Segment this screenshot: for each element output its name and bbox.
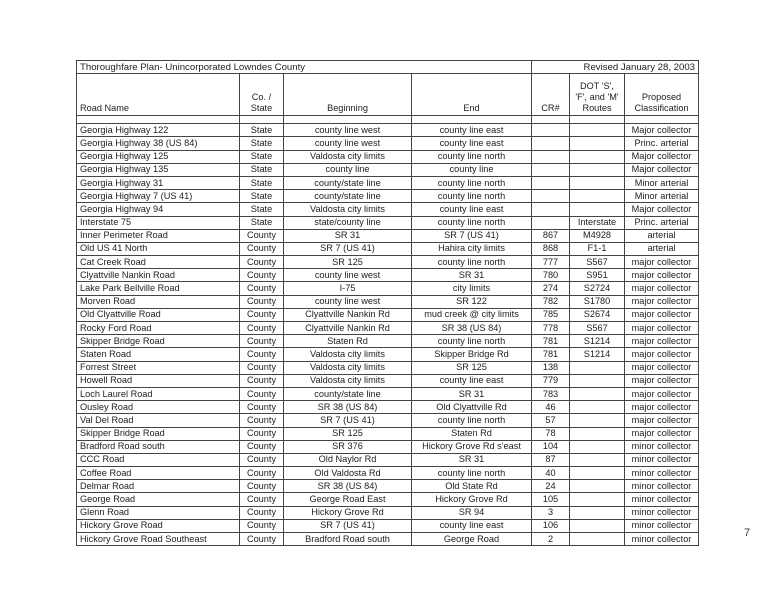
cell-dot-route — [570, 401, 625, 414]
cell-cr: 777 — [532, 256, 570, 269]
cell-classification: major collector — [625, 282, 699, 295]
cell-cr — [532, 137, 570, 150]
cell-dot-route — [570, 506, 625, 519]
cell-cr — [532, 216, 570, 229]
cell-classification: Major collector — [625, 203, 699, 216]
cell-road-name: Skipper Bridge Road — [77, 427, 240, 440]
cell-cr: 57 — [532, 414, 570, 427]
table-row — [77, 137, 699, 150]
cell-classification: major collector — [625, 308, 699, 321]
cell-co-state: State — [240, 176, 284, 189]
cell-beginning: Clyattville Nankin Rd — [284, 322, 412, 335]
cell-dot-route — [570, 176, 625, 189]
cell-end: county line east — [412, 519, 532, 532]
cell-road-name: Morven Road — [77, 295, 240, 308]
cell-dot-route — [570, 467, 625, 480]
cell-cr: 780 — [532, 269, 570, 282]
cell-end: county line north — [412, 216, 532, 229]
cell-cr — [532, 190, 570, 203]
cell-end: Hickory Grove Rd s'east — [412, 440, 532, 453]
cell-cr: 867 — [532, 229, 570, 242]
table-row — [77, 440, 699, 453]
cell-cr — [532, 124, 570, 137]
cell-co-state: County — [240, 467, 284, 480]
cell-co-state: County — [240, 533, 284, 546]
table-row — [77, 322, 699, 335]
table-row — [77, 124, 699, 137]
cell-end: SR 31 — [412, 387, 532, 400]
table-row — [77, 414, 699, 427]
table-row — [77, 256, 699, 269]
header-row — [77, 74, 699, 116]
header-road-name: Road Name — [77, 74, 240, 116]
cell-beginning: state/county line — [284, 216, 412, 229]
cell-co-state: County — [240, 269, 284, 282]
cell-beginning: Hickory Grove Rd — [284, 506, 412, 519]
cell-beginning: Valdosta city limits — [284, 374, 412, 387]
cell-end: county line north — [412, 256, 532, 269]
table-row — [77, 467, 699, 480]
cell-classification: Minor arterial — [625, 190, 699, 203]
cell-road-name: Forrest Street — [77, 361, 240, 374]
cell-cr: 138 — [532, 361, 570, 374]
cell-end: Hahira city limits — [412, 242, 532, 255]
cell-dot-route — [570, 387, 625, 400]
table-row — [77, 203, 699, 216]
cell-road-name: Old Clyattville Road — [77, 308, 240, 321]
cell-classification: major collector — [625, 335, 699, 348]
cell-cr — [532, 163, 570, 176]
revision-date: Revised January 28, 2003 — [532, 61, 699, 74]
cell-road-name: CCC Road — [77, 453, 240, 466]
cell-cr: 78 — [532, 427, 570, 440]
cell-co-state: County — [240, 493, 284, 506]
cell-dot-route — [570, 203, 625, 216]
cell-dot-route: S1780 — [570, 295, 625, 308]
table-row — [77, 308, 699, 321]
cell-beginning: Valdosta city limits — [284, 150, 412, 163]
cell-co-state: County — [240, 335, 284, 348]
cell-beginning: Valdosta city limits — [284, 203, 412, 216]
cell-end: mud creek @ city limits — [412, 308, 532, 321]
cell-classification: minor collector — [625, 453, 699, 466]
cell-end: SR 38 (US 84) — [412, 322, 532, 335]
cell-beginning: George Road East — [284, 493, 412, 506]
cell-road-name: Georgia Highway 122 — [77, 124, 240, 137]
header-cr: CR# — [532, 74, 570, 116]
cell-classification: Major collector — [625, 163, 699, 176]
cell-end: SR 94 — [412, 506, 532, 519]
cell-road-name: Georgia Highway 7 (US 41) — [77, 190, 240, 203]
cell-co-state: County — [240, 348, 284, 361]
cell-road-name: Glenn Road — [77, 506, 240, 519]
cell-dot-route — [570, 440, 625, 453]
cell-co-state: State — [240, 150, 284, 163]
cell-cr: 46 — [532, 401, 570, 414]
table-row — [77, 480, 699, 493]
cell-dot-route: S567 — [570, 256, 625, 269]
table-row — [77, 506, 699, 519]
cell-road-name: Georgia Highway 31 — [77, 176, 240, 189]
cell-end: Staten Rd — [412, 427, 532, 440]
cell-dot-route — [570, 493, 625, 506]
table-row — [77, 453, 699, 466]
cell-cr — [532, 203, 570, 216]
cell-beginning: SR 38 (US 84) — [284, 401, 412, 414]
cell-classification: Minor arterial — [625, 176, 699, 189]
cell-dot-route: Interstate — [570, 216, 625, 229]
cell-classification: Major collector — [625, 124, 699, 137]
cell-road-name: Georgia Highway 125 — [77, 150, 240, 163]
table-row — [77, 361, 699, 374]
cell-beginning: county/state line — [284, 190, 412, 203]
cell-co-state: County — [240, 361, 284, 374]
cell-cr: 40 — [532, 467, 570, 480]
cell-end: George Road — [412, 533, 532, 546]
cell-road-name: Georgia Highway 135 — [77, 163, 240, 176]
cell-beginning: Old Naylor Rd — [284, 453, 412, 466]
cell-road-name: Hickory Grove Road Southeast — [77, 533, 240, 546]
cell-cr: 868 — [532, 242, 570, 255]
cell-classification: major collector — [625, 427, 699, 440]
table-row — [77, 229, 699, 242]
cell-road-name: Coffee Road — [77, 467, 240, 480]
cell-dot-route — [570, 150, 625, 163]
cell-end: Old Clyattville Rd — [412, 401, 532, 414]
cell-road-name: Val Del Road — [77, 414, 240, 427]
cell-road-name: Loch Laurel Road — [77, 387, 240, 400]
cell-beginning: county line west — [284, 295, 412, 308]
cell-beginning: SR 7 (US 41) — [284, 242, 412, 255]
cell-beginning: SR 7 (US 41) — [284, 519, 412, 532]
cell-classification: minor collector — [625, 506, 699, 519]
cell-end: county line north — [412, 176, 532, 189]
title-row — [77, 61, 699, 74]
cell-beginning: Valdosta city limits — [284, 348, 412, 361]
cell-classification: major collector — [625, 322, 699, 335]
cell-beginning: county/state line — [284, 176, 412, 189]
cell-cr: 783 — [532, 387, 570, 400]
header-beginning: Beginning — [284, 74, 412, 116]
table-row — [77, 493, 699, 506]
cell-beginning: Valdosta city limits — [284, 361, 412, 374]
cell-classification: arterial — [625, 242, 699, 255]
cell-end: SR 31 — [412, 269, 532, 282]
cell-classification: major collector — [625, 387, 699, 400]
cell-cr: 785 — [532, 308, 570, 321]
cell-road-name: Interstate 75 — [77, 216, 240, 229]
cell-road-name: Clyattville Nankin Road — [77, 269, 240, 282]
cell-co-state: County — [240, 295, 284, 308]
table-row — [77, 150, 699, 163]
cell-co-state: County — [240, 308, 284, 321]
cell-road-name: Old US 41 North — [77, 242, 240, 255]
cell-classification: minor collector — [625, 519, 699, 532]
cell-co-state: State — [240, 137, 284, 150]
cell-classification: major collector — [625, 269, 699, 282]
cell-cr: 781 — [532, 335, 570, 348]
cell-cr: 2 — [532, 533, 570, 546]
cell-classification: major collector — [625, 361, 699, 374]
table-row — [77, 427, 699, 440]
table-row — [77, 282, 699, 295]
cell-end: county line east — [412, 137, 532, 150]
cell-co-state: County — [240, 322, 284, 335]
cell-end: SR 122 — [412, 295, 532, 308]
cell-beginning: Clyattville Nankin Rd — [284, 308, 412, 321]
cell-end: Skipper Bridge Rd — [412, 348, 532, 361]
cell-dot-route — [570, 374, 625, 387]
cell-end: county line north — [412, 467, 532, 480]
cell-dot-route: S2674 — [570, 308, 625, 321]
cell-co-state: State — [240, 163, 284, 176]
cell-beginning: SR 31 — [284, 229, 412, 242]
cell-co-state: County — [240, 414, 284, 427]
cell-dot-route — [570, 124, 625, 137]
cell-road-name: Howell Road — [77, 374, 240, 387]
cell-cr: 105 — [532, 493, 570, 506]
header-dot-routes: DOT 'S', 'F', and 'M' Routes — [570, 74, 625, 116]
cell-cr: 781 — [532, 348, 570, 361]
table-row — [77, 335, 699, 348]
table-row — [77, 374, 699, 387]
cell-road-name: Bradford Road south — [77, 440, 240, 453]
cell-beginning: SR 376 — [284, 440, 412, 453]
table-row — [77, 387, 699, 400]
header-end: End — [412, 74, 532, 116]
cell-beginning: county/state line — [284, 387, 412, 400]
cell-co-state: County — [240, 427, 284, 440]
cell-co-state: County — [240, 440, 284, 453]
cell-dot-route — [570, 163, 625, 176]
cell-co-state: County — [240, 453, 284, 466]
cell-co-state: County — [240, 519, 284, 532]
table-row — [77, 519, 699, 532]
cell-co-state: State — [240, 190, 284, 203]
cell-co-state: County — [240, 229, 284, 242]
cell-co-state: State — [240, 124, 284, 137]
cell-classification: Major collector — [625, 150, 699, 163]
cell-cr: 778 — [532, 322, 570, 335]
cell-end: city limits — [412, 282, 532, 295]
cell-classification: major collector — [625, 374, 699, 387]
cell-end: county line north — [412, 335, 532, 348]
cell-dot-route — [570, 427, 625, 440]
cell-beginning: Old Valdosta Rd — [284, 467, 412, 480]
cell-cr: 779 — [532, 374, 570, 387]
cell-co-state: County — [240, 401, 284, 414]
cell-end: county line north — [412, 414, 532, 427]
cell-classification: Princ. arterial — [625, 137, 699, 150]
cell-classification: major collector — [625, 295, 699, 308]
table-row — [77, 533, 699, 546]
cell-end: SR 125 — [412, 361, 532, 374]
cell-end: county line — [412, 163, 532, 176]
cell-road-name: Hickory Grove Road — [77, 519, 240, 532]
cell-co-state: County — [240, 506, 284, 519]
cell-classification: minor collector — [625, 533, 699, 546]
cell-road-name: Delmar Road — [77, 480, 240, 493]
cell-beginning: county line west — [284, 124, 412, 137]
cell-beginning: county line — [284, 163, 412, 176]
table-row — [77, 348, 699, 361]
cell-cr — [532, 150, 570, 163]
cell-dot-route — [570, 519, 625, 532]
cell-end: Hickory Grove Rd — [412, 493, 532, 506]
cell-road-name: Georgia Highway 38 (US 84) — [77, 137, 240, 150]
cell-road-name: Skipper Bridge Road — [77, 335, 240, 348]
cell-co-state: County — [240, 374, 284, 387]
cell-beginning: SR 125 — [284, 256, 412, 269]
table-row — [77, 216, 699, 229]
cell-road-name: Georgia Highway 94 — [77, 203, 240, 216]
thoroughfare-table — [76, 60, 699, 546]
cell-road-name: Ousley Road — [77, 401, 240, 414]
document-page — [76, 60, 698, 546]
cell-dot-route: S1214 — [570, 348, 625, 361]
cell-classification: minor collector — [625, 493, 699, 506]
cell-co-state: County — [240, 480, 284, 493]
cell-dot-route: F1-1 — [570, 242, 625, 255]
cell-dot-route — [570, 533, 625, 546]
cell-cr: 104 — [532, 440, 570, 453]
cell-cr: 274 — [532, 282, 570, 295]
cell-dot-route — [570, 137, 625, 150]
cell-dot-route — [570, 414, 625, 427]
cell-co-state: State — [240, 203, 284, 216]
table-row — [77, 190, 699, 203]
cell-co-state: State — [240, 216, 284, 229]
cell-end: county line east — [412, 374, 532, 387]
table-row — [77, 163, 699, 176]
cell-road-name: George Road — [77, 493, 240, 506]
cell-road-name: Cat Creek Road — [77, 256, 240, 269]
cell-co-state: County — [240, 387, 284, 400]
cell-classification: major collector — [625, 348, 699, 361]
cell-classification: arterial — [625, 229, 699, 242]
cell-dot-route: S2724 — [570, 282, 625, 295]
cell-co-state: County — [240, 242, 284, 255]
cell-dot-route — [570, 453, 625, 466]
cell-end: county line east — [412, 124, 532, 137]
cell-cr — [532, 176, 570, 189]
cell-dot-route — [570, 361, 625, 374]
cell-dot-route — [570, 190, 625, 203]
cell-beginning: I-75 — [284, 282, 412, 295]
table-row — [77, 242, 699, 255]
table-title: Thoroughfare Plan- Unincorporated Lowndes County — [77, 61, 532, 74]
table-row — [77, 401, 699, 414]
cell-co-state: County — [240, 282, 284, 295]
cell-end: SR 31 — [412, 453, 532, 466]
cell-classification: minor collector — [625, 467, 699, 480]
cell-classification: major collector — [625, 414, 699, 427]
cell-beginning: Bradford Road south — [284, 533, 412, 546]
cell-classification: major collector — [625, 401, 699, 414]
cell-road-name: Inner Perimeter Road — [77, 229, 240, 242]
header-co-state: Co. / State — [240, 74, 284, 116]
cell-cr: 87 — [532, 453, 570, 466]
cell-beginning: county line west — [284, 137, 412, 150]
cell-cr: 24 — [532, 480, 570, 493]
cell-end: county line north — [412, 190, 532, 203]
cell-end: county line east — [412, 203, 532, 216]
cell-classification: minor collector — [625, 440, 699, 453]
cell-cr: 106 — [532, 519, 570, 532]
cell-end: Old State Rd — [412, 480, 532, 493]
table-row — [77, 269, 699, 282]
spacer-row — [77, 116, 699, 124]
cell-road-name: Rocky Ford Road — [77, 322, 240, 335]
cell-classification: major collector — [625, 256, 699, 269]
cell-cr: 782 — [532, 295, 570, 308]
cell-dot-route: S951 — [570, 269, 625, 282]
cell-dot-route: S1214 — [570, 335, 625, 348]
page-number: 7 — [744, 527, 751, 539]
cell-co-state: County — [240, 256, 284, 269]
cell-classification: Princ. arterial — [625, 216, 699, 229]
cell-road-name: Staten Road — [77, 348, 240, 361]
cell-beginning: county line west — [284, 269, 412, 282]
cell-dot-route: M4928 — [570, 229, 625, 242]
cell-beginning: SR 38 (US 84) — [284, 480, 412, 493]
cell-end: county line north — [412, 150, 532, 163]
table-row — [77, 176, 699, 189]
table-row — [77, 295, 699, 308]
cell-dot-route — [570, 480, 625, 493]
cell-classification: minor collector — [625, 480, 699, 493]
cell-dot-route: S567 — [570, 322, 625, 335]
header-proposed-classification: Proposed Classification — [625, 74, 699, 116]
cell-road-name: Lake Park Bellville Road — [77, 282, 240, 295]
cell-beginning: SR 125 — [284, 427, 412, 440]
cell-end: SR 7 (US 41) — [412, 229, 532, 242]
cell-beginning: Staten Rd — [284, 335, 412, 348]
cell-cr: 3 — [532, 506, 570, 519]
cell-beginning: SR 7 (US 41) — [284, 414, 412, 427]
